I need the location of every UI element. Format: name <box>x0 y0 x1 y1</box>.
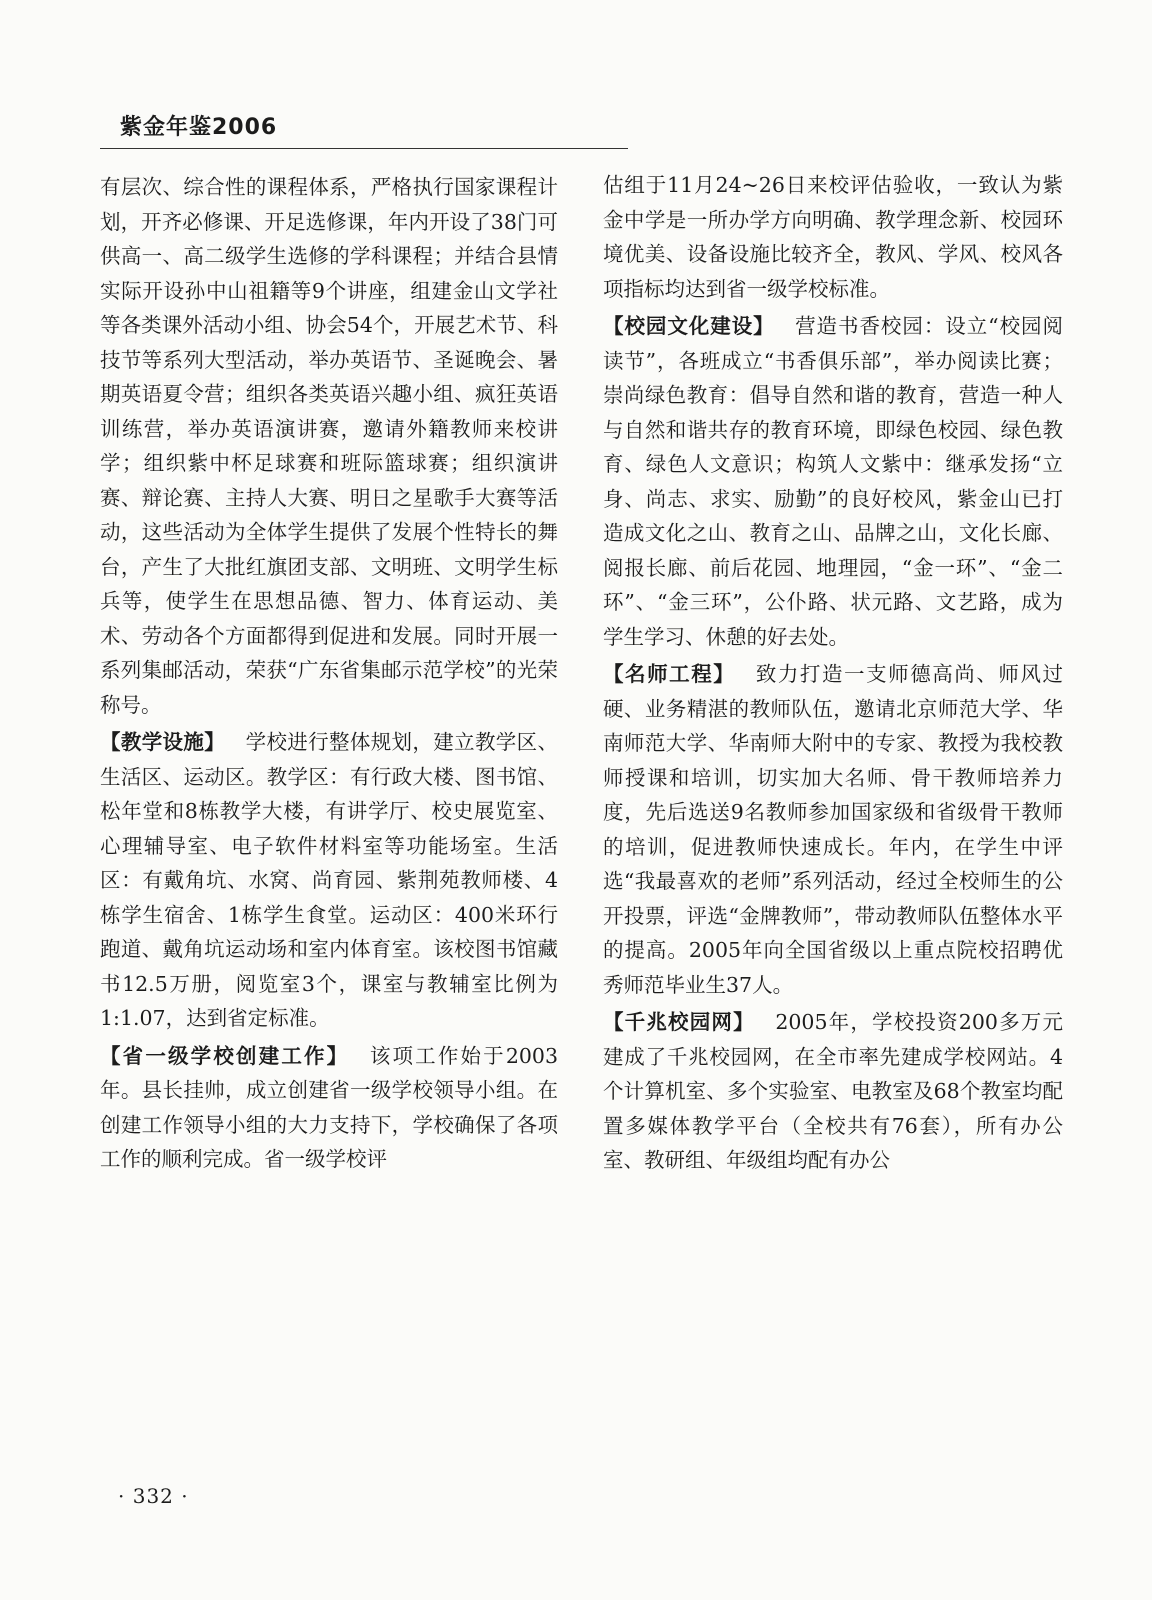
right-column <box>603 168 1063 1178</box>
section-gigabit-campus-network <box>603 1005 1063 1178</box>
continuation-paragraph: 估组于11月24~26日来校评估验收，一致认为紫金中学是一所办学方向明确、教学理念新、校园环境优美、设备设施比较齐全，教风、学风、校风各项指标均达到省一级学校标准。 <box>603 173 1063 301</box>
page-number: · 332 · <box>118 1484 189 1508</box>
section-title: 【教学设施】 <box>100 730 226 754</box>
section-title: 【省一级学校创建工作】 <box>100 1043 350 1068</box>
section-title: 【校园文化建设】 <box>603 314 775 338</box>
section-body: 致力打造一支师德高尚、师风过硬、业务精湛的教师队伍，邀请北京师范大学、华南师范大学、华南师大附中的专家、教授为我校教师授课和培训，切实加大名师、骨干教师培养力度，先后选送9名教师参加国家级和省级骨干教师的培训，促进教师快速成长。年内，在学生中评选“我最喜欢的老师”系列活动，经过全校师生的公开投票，评选“金牌教师”，带动教师队伍整体水平的提高。2005年向全国省级以上重点院校招聘优秀师范毕业生37人。 <box>603 662 1064 997</box>
section-teaching-facilities <box>100 725 558 1036</box>
section-body: 学校进行整体规划，建立教学区、生活区、运动区。教学区：有行政大楼、图书馆、松年堂和8栋教学大楼，有讲学厅、校史展览室、心理辅导室、电子软件材料室等功能场室。生活区：有戴角坑、水窝、尚育园、紫荆苑教师楼、4栋学生宿舍、1栋学生食堂。运动区：400米环行跑道、戴角坑运动场和室内体育室。该校图书馆藏书12.5万册，阅览室3个，课室与教辅室比例为1:1.07，达到省定标准。 <box>100 730 559 1030</box>
section-body: 2005年，学校投资200多万元建成了千兆校园网，在全市率先建成学校网站。4个计算机室、多个实验室、电教室及68个教室均配置多媒体教学平台（全校共有76套），所有办公室、教研组、年级组均配有办公 <box>603 1010 1063 1172</box>
header-rule <box>100 148 628 149</box>
running-head: 紫金年鉴2006 <box>120 115 278 140</box>
left-column <box>100 170 558 1177</box>
section-campus-culture <box>603 309 1063 654</box>
section-famous-teacher-project <box>603 657 1063 1002</box>
section-provincial-school-creation <box>100 1039 558 1177</box>
section-title: 【名师工程】 <box>603 662 736 686</box>
section-body: 营造书香校园：设立“校园阅读节”，各班成立“书香俱乐部”，举办阅读比赛；崇尚绿色教育：倡导自然和谐的教育，营造一种人与自然和谐共存的教育环境，即绿色校园、绿色教育、绿色人文意识；构筑人文紫中：继承发扬“立身、尚志、求实、励勤”的良好校风，紫金山已打造成文化之山、教育之山、品牌之山，文化长廊、阅报长廊、前后花园、地理园，“金一环”、“金二环”、“金三环”，公仆路、状元路、文艺路，成为学生学习、休憩的好去处。 <box>603 314 1063 649</box>
section-body: 该项工作始于2003年。县长挂帅，成立创建省一级学校领导小组。在创建工作领导小组的大力支持下，学校确保了各项工作的顺利完成。省一级学校评 <box>100 1043 559 1171</box>
intro-continuation-paragraph: 有层次、综合性的课程体系，严格执行国家课程计划，开齐必修课、开足选修课，年内开设了38门可供高一、高二级学生选修的学科课程；并结合县情实际开设孙中山祖籍等9个讲座，组建金山文学社等各类课外活动小组、协会54个，开展艺术节、科技节等系列大型活动，举办英语节、圣诞晚会、暑期英语夏令营；组织各类英语兴趣小组、疯狂英语训练营，举办英语演讲赛，邀请外籍教师来校讲学；组织紫中杯足球赛和班际篮球赛；组织演讲赛、辩论赛、主持人大赛、明日之星歌手大赛等活动，这些活动为全体学生提供了发展个性特长的舞台，产生了大批红旗团支部、文明班、文明学生标兵等，使学生在思想品德、智力、体育运动、美术、劳动各个方面都得到促进和发展。同时开展一系列集邮活动，荣获“广东省集邮示范学校”的光荣称号。 <box>100 175 558 717</box>
section-title: 【千兆校园网】 <box>603 1010 755 1034</box>
